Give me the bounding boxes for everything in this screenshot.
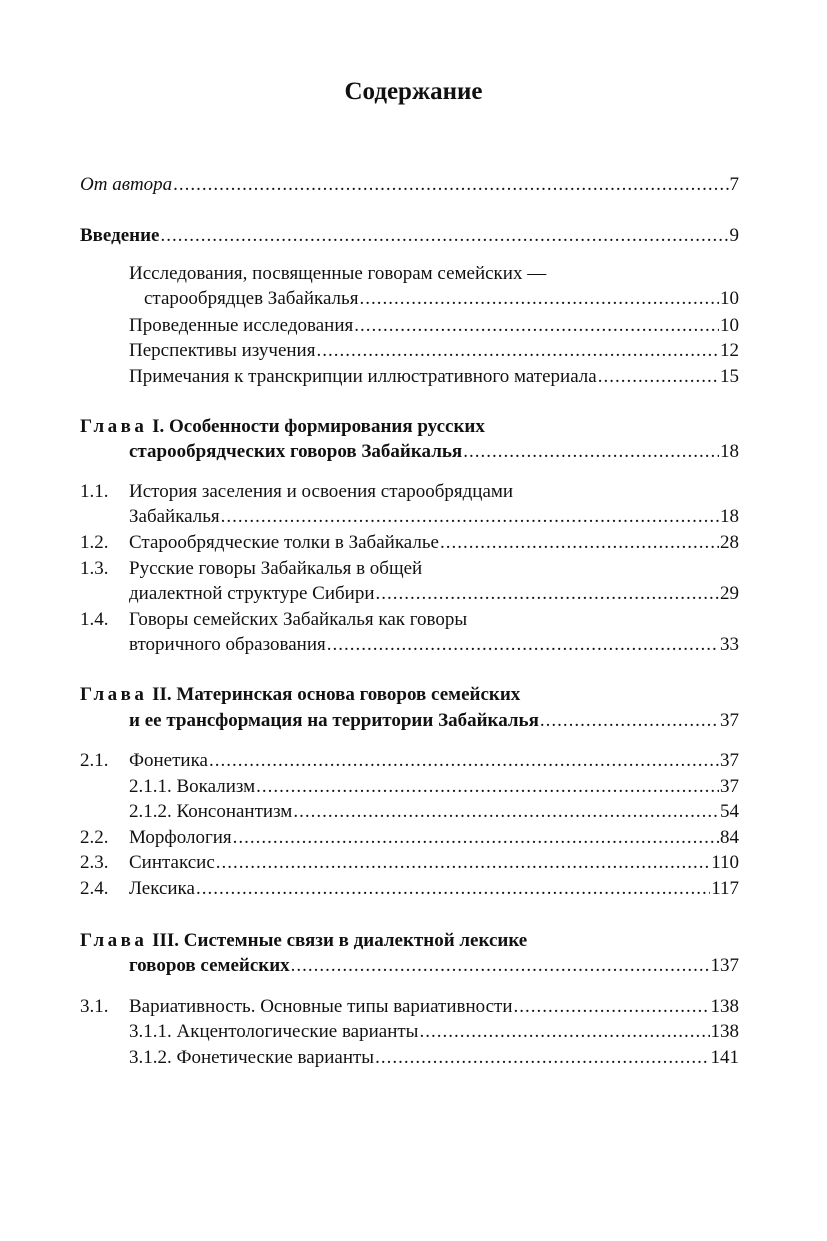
- toc-entry-label: вторичного образования: [129, 634, 326, 655]
- toc-entry-label: Синтаксис: [129, 852, 215, 873]
- toc-entry-ch1[interactable]: [129, 440, 739, 464]
- toc-entry-2-2[interactable]: [129, 826, 739, 850]
- section-number: 1.4.: [80, 609, 109, 630]
- toc-page-number: 18: [720, 506, 739, 527]
- toc-entry-label: Фонетические варианты: [176, 1047, 375, 1068]
- toc-page-number: 84: [720, 827, 739, 848]
- toc-page-number: 10: [720, 288, 739, 309]
- toc-entry-1-4[interactable]: [129, 633, 739, 657]
- toc-entry-label: и ее трансформация на территории Забайкалья: [129, 710, 539, 731]
- toc-entry-label-line1[interactable]: Русские говоры Забайкалья в общей: [129, 558, 423, 579]
- toc-entry-label-line1[interactable]: Говоры семейских Забайкалья как говоры: [129, 609, 468, 630]
- leader-dots: [161, 224, 729, 248]
- toc-page-number: 15: [720, 366, 739, 387]
- toc-page-number: 37: [720, 710, 739, 731]
- section-number: 3.1.: [80, 996, 109, 1017]
- toc-entry-label: Забайкалья: [129, 506, 220, 527]
- leader-dots: [354, 314, 719, 338]
- toc-page-number: 29: [720, 583, 739, 604]
- toc-entry-3-1-2[interactable]: [129, 1046, 739, 1070]
- leader-dots: [293, 800, 719, 824]
- chapter-title: II. Материнская основа говоров семейских: [152, 684, 521, 705]
- leader-dots: [514, 995, 710, 1019]
- toc-page-number: 37: [720, 776, 739, 797]
- toc-entry-label: Лексика: [129, 878, 195, 899]
- leader-dots: [463, 440, 719, 464]
- toc-entry-label: говоров семейских: [129, 955, 290, 976]
- leader-dots: [316, 339, 719, 363]
- toc-page-number: 138: [710, 996, 739, 1017]
- toc-entry-label: От автора: [80, 174, 173, 195]
- toc-page-number: 141: [710, 1047, 739, 1068]
- leader-dots: [419, 1020, 709, 1044]
- toc-page-number: 7: [729, 174, 739, 195]
- section-number: 2.2.: [80, 827, 109, 848]
- toc-entry-1-2[interactable]: [129, 531, 739, 555]
- leader-dots: [256, 775, 719, 799]
- subsection-number: 3.1.2.: [129, 1047, 172, 1068]
- section-number: 1.1.: [80, 481, 109, 502]
- toc-page-number: 54: [720, 801, 739, 822]
- chapter-title: I. Особенности формирования русских: [152, 416, 485, 437]
- toc-page-number: 28: [720, 532, 739, 553]
- leader-dots: [440, 531, 719, 555]
- toc-entry-label-line1[interactable]: Исследования, посвященные говорам семейских —: [129, 263, 547, 284]
- toc-page-number: 18: [720, 441, 739, 462]
- subsection-number: 2.1.2.: [129, 801, 172, 822]
- toc-entry-label: старообрядческих говоров Забайкалья: [129, 441, 463, 462]
- toc-entry-3-1[interactable]: [129, 995, 739, 1019]
- subsection-number: 3.1.1.: [129, 1021, 172, 1042]
- toc-entry-label: Старообрядческие толки в Забайкалье: [129, 532, 439, 553]
- leader-dots: [540, 709, 719, 733]
- chapter-heading-line1[interactable]: [80, 683, 520, 707]
- toc-entry-ch2[interactable]: [129, 709, 739, 733]
- toc-entry-2-1-1[interactable]: [129, 775, 739, 799]
- toc-entry-1-3[interactable]: [129, 582, 739, 606]
- toc-entry-3-1-1[interactable]: [129, 1020, 739, 1044]
- section-number: 1.3.: [80, 558, 109, 579]
- toc-entry-label-line1[interactable]: История заселения и освоения старообрядцами: [129, 481, 514, 502]
- leader-dots: [173, 173, 728, 197]
- toc-entry-label: Вокализм: [176, 776, 256, 797]
- chapter-heading-line1[interactable]: [80, 415, 485, 439]
- leader-dots: [376, 582, 720, 606]
- chapter-word: Глава: [80, 930, 148, 951]
- leader-dots: [221, 505, 719, 529]
- toc-entry-label: Введение: [80, 225, 160, 246]
- toc-entry-intro[interactable]: [80, 224, 739, 248]
- section-number: 2.1.: [80, 750, 109, 771]
- toc-entry-2-1[interactable]: [129, 749, 739, 773]
- toc-entry-from-author[interactable]: [80, 173, 739, 197]
- chapter-title: III. Системные связи в диалектной лексике: [152, 930, 528, 951]
- toc-page-number: 9: [729, 225, 739, 246]
- section-number: 2.3.: [80, 852, 109, 873]
- toc-entry-label: Акцентологические варианты: [176, 1021, 419, 1042]
- section-number: 1.2.: [80, 532, 109, 553]
- leader-dots: [196, 877, 710, 901]
- toc-page-number: 117: [711, 878, 739, 899]
- toc-entry-intro-4[interactable]: [129, 365, 739, 389]
- section-number: 2.4.: [80, 878, 109, 899]
- toc-entry-label: Вариативность. Основные типы вариативности: [129, 996, 513, 1017]
- leader-dots: [359, 287, 719, 311]
- leader-dots: [327, 633, 719, 657]
- toc-page-number: 137: [710, 955, 739, 976]
- leader-dots: [209, 749, 719, 773]
- toc-entry-ch3[interactable]: [129, 954, 739, 978]
- toc-entry-label: Проведенные исследования: [129, 315, 354, 336]
- leader-dots: [233, 826, 719, 850]
- toc-entry-2-3[interactable]: [129, 851, 739, 875]
- toc-entry-label: Консонантизм: [176, 801, 293, 822]
- toc-page-number: 10: [720, 315, 739, 336]
- toc-entry-2-4[interactable]: [129, 877, 739, 901]
- chapter-heading-line1[interactable]: [80, 929, 527, 953]
- toc-page-number: 138: [710, 1021, 739, 1042]
- toc-entry-label: Примечания к транскрипции иллюстративного материала: [129, 366, 597, 387]
- toc-page-number: 12: [720, 340, 739, 361]
- leader-dots: [216, 851, 710, 875]
- subsection-number: 2.1.1.: [129, 776, 172, 797]
- toc-entry-intro-1[interactable]: [144, 287, 739, 311]
- page-title: Содержание: [344, 78, 483, 105]
- leader-dots: [291, 954, 710, 978]
- chapter-word: Глава: [80, 416, 148, 437]
- leader-dots: [598, 365, 719, 389]
- chapter-word: Глава: [80, 684, 148, 705]
- toc-entry-intro-2[interactable]: [129, 314, 739, 338]
- toc-entry-2-1-2[interactable]: [129, 800, 739, 824]
- toc-entry-label: Фонетика: [129, 750, 208, 771]
- toc-entry-1-1[interactable]: [129, 505, 739, 529]
- toc-entry-label: Морфология: [129, 827, 232, 848]
- toc-entry-intro-3[interactable]: [129, 339, 739, 363]
- toc-page-number: 110: [711, 852, 739, 873]
- toc-page-number: 37: [720, 750, 739, 771]
- toc-entry-label: Перспективы изучения: [129, 340, 316, 361]
- toc-page-number: 33: [720, 634, 739, 655]
- toc-entry-label: старообрядцев Забайкалья: [144, 288, 359, 309]
- leader-dots: [375, 1046, 709, 1070]
- toc-entry-label: диалектной структуре Сибири: [129, 583, 375, 604]
